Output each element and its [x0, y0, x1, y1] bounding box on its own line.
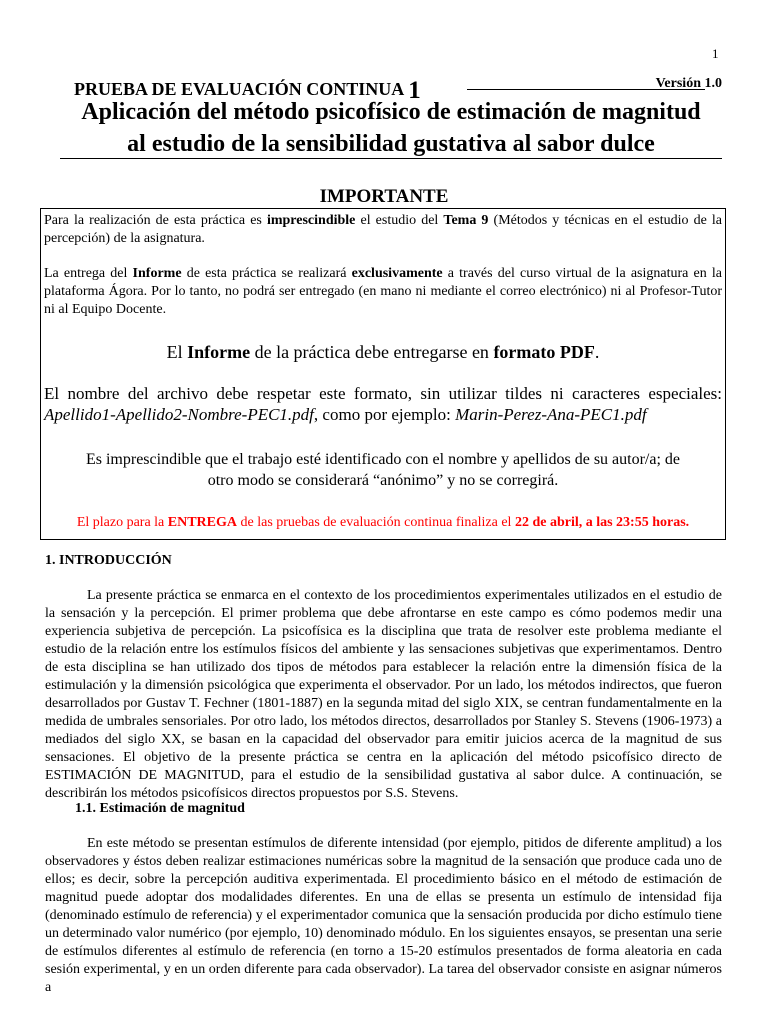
- page-number: 1: [712, 46, 719, 61]
- title-divider: [60, 158, 722, 159]
- filename-pattern: Apellido1-Apellido2-Nombre-PEC1.pdf: [44, 405, 314, 424]
- series-title: PRUEBA DE EVALUACIÓN CONTINUA 1: [74, 77, 421, 104]
- filename-example: Marin-Perez-Ana-PEC1.pdf: [455, 405, 647, 424]
- page-title: [60, 96, 722, 160]
- introduction-paragraph: La presente práctica se enmarca en el contexto de los procedimientos experimentales utilizados en el estudio de la sensación y la percepción. El primer problema que debe afrontarse en este campo es cómo podemos medir una experiencia subjetiva de percepción. La psicofísica es la disciplina que trata de resolver este problema mediante el estudio de la relación entre los estímulos físicos del ambiente y las sensaciones subjetivas que experimentamos. Dentro de esta disciplina se han utilizado dos tipos de métodos para establecer la relación entre la dimensión física de la estimulación y la dimensión psicológica que experimenta el observador. Por un lado, los métodos indirectos, que fueron desarrollados por Gustav T. Fechner (1801-1887) en la segunda mitad del siglo XIX, se centran fundamentalmente en la medida de umbrales sensoriales. Por otro lado, los métodos directos, desarrollados por Stanley S. Stevens (1906-1973) a mediados del siglo XX, se basan en la capacidad del observador para emitir juicios acerca de la magnitud de sus sensaciones. El objetivo de la presente práctica se centra en la aplicación del método psicofísico directo de ESTIMACIÓN DE MAGNITUD, para el estudio de la sensibilidad gustativa al sabor dulce. A continuación, se describirán los métodos psicofísicos directos propuestos por S.S. Stevens.: [45, 588, 722, 801]
- document-header: [60, 72, 722, 104]
- important-heading: IMPORTANTE: [319, 186, 449, 207]
- identification-notice: Es imprescindible que el trabajo esté identificado con el nombre y apellidos de su autor/a; de otro modo se considerará “anónimo” y no se corregirá.: [85, 451, 681, 489]
- deadline-notice: El plazo para la ENTREGA de las pruebas de evaluación continua finaliza el 22 de abril, a las 23:55 horas.: [76, 515, 690, 530]
- section-heading-introduccion: 1. INTRODUCCIÓN: [45, 553, 172, 568]
- important-notice-box: [40, 208, 726, 540]
- assessment-number: 1: [408, 77, 421, 104]
- title-line-2: al estudio de la sensibilidad gustativa al sabor dulce: [127, 131, 655, 157]
- pdf-format-notice: El Informe de la práctica debe entregarse en formato PDF.: [166, 342, 600, 362]
- method-paragraph: En este método se presentan estímulos de diferente intensidad (por ejemplo, pitidos de diferente amplitud) a los observadores y éstos deben realizar estimaciones numéricas sobre la magnitud de la sensación que produce cada uno de ellos; es decir, sobre la percepción auditiva experimentada. El procedimiento básico en el método de estimación de magnitud puede adoptar dos modalidades diferentes. En una de ellas se presenta un estímulo de intensidad fija (denominado estímulo de referencia) y el experimentador comunica que la sensación producida por dicho estímulo tiene un determinado valor numérico (por ejemplo, 10) denominado módulo. En los siguientes ensayos, se presentan una serie de estímulos diferentes al estímulo de referencia (en torno a 15-20 estímulos presentados de forma aleatoria en cada sesión experimental, y en un orden diferente para cada observador). La tarea del observador consiste en asignar números a: [45, 836, 722, 995]
- submission-paragraph: La entrega del Informe de esta práctica se realizará exclusivamente a través del curso virtual de la asignatura en la plataforma Ágora. Por lo tanto, no podrá ser entregado (en mano ni mediante el correo electrónico) ni al Profesor-Tutor ni al Equipo Docente.: [44, 266, 722, 317]
- title-line-1: Aplicación del método psicofísico de estimación de magnitud: [81, 99, 701, 125]
- requirement-paragraph: Para la realización de esta práctica es imprescindible el estudio del Tema 9 (Métodos y técnicas en el estudio de la percepción) de la asignatura.: [44, 213, 722, 246]
- subsection-heading-estimacion: 1.1. Estimación de magnitud: [75, 801, 245, 816]
- filename-format-notice: El nombre del archivo debe respetar este formato, sin utilizar tildes ni caracteres especiales: Apellido1-Apellido2-Nombre-PEC1.pdf, como por ejemplo: Marin-Perez-Ana-PEC1.pdf: [44, 384, 722, 424]
- version-label: Versión 1.0: [655, 76, 722, 91]
